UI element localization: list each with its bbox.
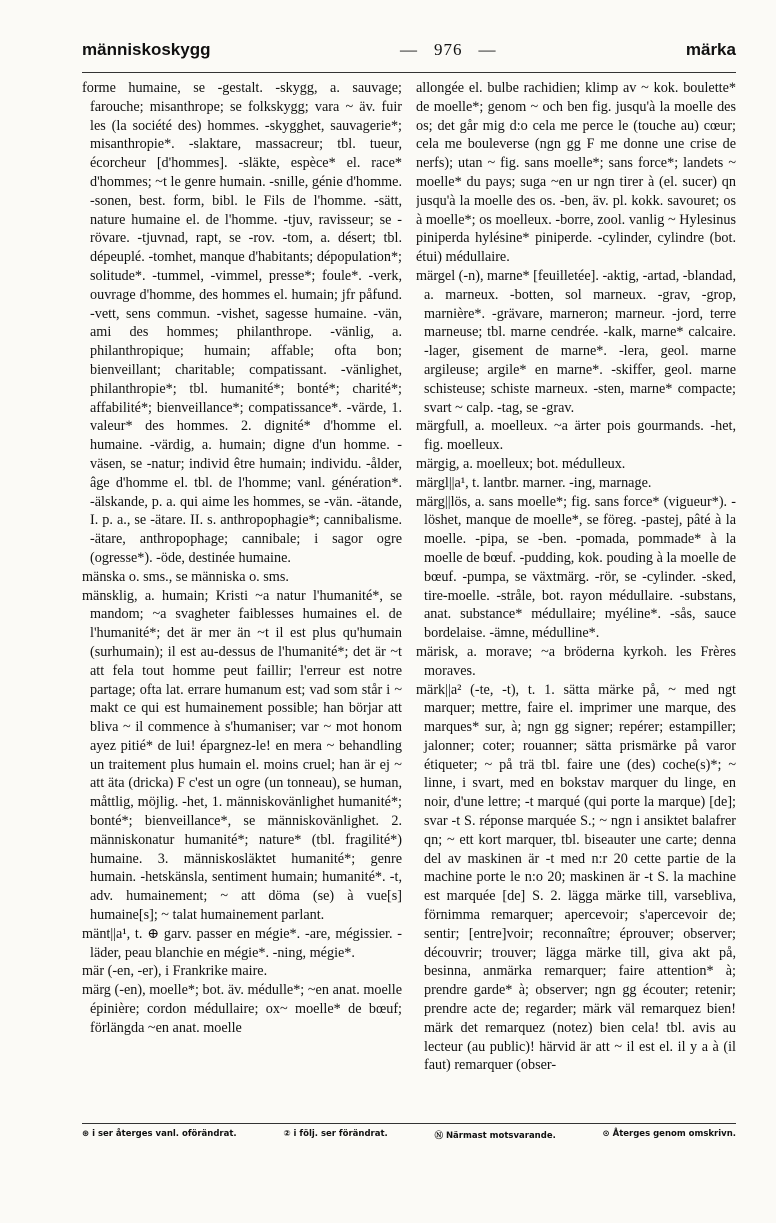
left-column	[82, 79, 402, 1137]
entry-mar: mär (-en, -er), i Frankrike maire.	[82, 963, 268, 980]
legend-unchanged: ⊛ i ser återges vanl. oförändrat.	[82, 1129, 237, 1139]
entry-marka: märk||a² (-te, -t), t. 1. sätta märke på, ~ med ngt marquer; mettre, faire el. imprimer une marque, des marques* sur, à; ngn gg signer; repérer; estampiller; jalonner; coter; rouanner; sätta prismärke på varor étiqueter; ~ på trä tbl. faire une (des) coche(s)*; ~ linne, i svart, med en bokstav marquer du linge, en noir, d'une lettre; -t marqué (qui porte la marque) [de]; svar -t S. réponse marquée S.; ~ ngn i ansiktet balafrer qn; ~ ett kort marquer, tbl. biseauter une carte; denna del av maskinen är -t med n:r 20 cette partie de la machine porte le n:o 20; maskinen är -t S. la machine est marquée [de] S. 2. lägga märke till, varseblivа, förnimma remarquer; apercevoir; s'apercevoir de; sentir; [entre]voir; reconnaître; éprouver; observer; découvrir; trouver; lägga märke till, giva akt på, besinna, anmärka remarquer; faire attention* à; prendre garde* à; observer; ngn gg écouter; retenir; prendre acte de; regarder; märk väl remarquez bien! märk det remarquez (notez) bien cela! tbl. avis au lecteur (au public)! härvid är att ~ il est el. il y a à (il faut) remarquer (obser-	[416, 681, 736, 1074]
legend-nearest: Ⓝ Närmast motsvarande.	[434, 1131, 556, 1141]
entry-margel: märgel (-n), marne* [feuilletée]. -aktig, -artad, -blandad, a. marneux. -botten, sol marneux. -grav, -grop, marnière*. -grävare, marneron; marneur. -jord, terre marneuse; tbl. marne cendrée. -kalk, marne* calcaire. -lager, gisement de marne*. -lera, geol. marne argileuse; argile* en marne*. -skiffer, geol. marne schisteuse; schiste marneux. -sten, marne* compacte; svart ~ calp. -tag, se -grav.	[416, 267, 736, 416]
entry-margla: märgl||a¹, t. lantbr. marner. -ing, marnage.	[416, 474, 652, 491]
entry-marisk: märisk, a. morave; ~a bröderna kyrkoh. les Frères moraves.	[416, 643, 736, 679]
footer-legend	[82, 1123, 736, 1141]
entry-margig: märgig, a. moelleux; bot. médulleux.	[416, 455, 626, 472]
entry-manska: mänska o. sms., se människa o. sms.	[82, 568, 289, 585]
header-rule	[82, 72, 736, 73]
text-columns	[82, 79, 736, 1137]
entry-mansklig: mänsklig, a. humain; Kristi ~a natur l'humanité*, se mandom; ~a svagheter faiblesses humaines el. de l'humanité*; det är mer än ~t il est plus qu'humain (surhumain); il est au-dessus de l'humanité*; det är ~t att fela tout homme peut faillir; l'erreur est notre partage; ofta lat. errare humanum est; vad som står i ~ makt ce qui est humainement possible; han börjar att bliva ~ il commence à s'humaniser; var ~ mot honom ayez pitié* de lui! épargnez-le! en mera ~ behandling un traitement plus humain el. moins cruel; han är ej ~ att äta (dricka) F c'est un ogre (un tonneau), se human, måttlig, möjlig. -het, 1. människovänlighet humanité*; bonté*; bienveillance*, se människovänlighet. 2. människonatur humanité*; nature* (tbl. fragilité*) humaine. 3. människosläktet humanité*; genre humain. -hetskänsla, sentiment humain; humanité*. -t, adv. humainement; ~ att döma (se) à vue[s] humaine[s]; ~ talat humainement parlant.	[82, 587, 402, 924]
dash-left: —	[399, 40, 418, 59]
entry-margfull: märgfull, a. moelleux. ~a ärter pois gourmands. -het, fig. moelleux.	[416, 418, 736, 454]
page-header	[82, 40, 736, 70]
page-number: 976	[433, 40, 463, 59]
entry-marg: märg (-en), moelle*; bot. äv. médulle*; ~en anat. moelle épinière; cordon médullaire; ox~ moelle* de bœuf; förlängda ~en anat. moelle	[82, 982, 402, 1036]
right-guideword: märka	[685, 40, 736, 59]
legend-changed: ② i följ. ser förändrat.	[283, 1129, 388, 1139]
dash-right: —	[478, 40, 497, 59]
entry-marg-continued: allongée el. bulbe rachidien; klimp av ~ kok. boulette* de moelle*; genom ~ och ben fig. jusqu'à la moelle des os; det går mig d:o cela me perce le (touche au) cœur; cela me bouleverse (ngn gg F me donne une crise de nerfs); utan ~ fig. sans moelle*; sans force*; landets ~ moelle* du pays; suga ~en ur ngn tirer à (el. sucer) qn jusqu'à la moelle des os. -ben, äv. pl. kokk. savouret; os à moelle*; os moelleux. -borre, zool. vanlig ~ Hylesinus piniperda hylésine* piniperde. -cylinder, cylindre (bot. étui) médullaire.	[416, 80, 736, 266]
legend-paraphrase: ⊙ Återges genom omskrivn.	[602, 1129, 736, 1139]
left-guideword: människoskygg	[82, 40, 211, 59]
page-number-block	[384, 40, 513, 60]
right-column	[416, 79, 736, 1137]
entry-marglos: märg||lös, a. sans moelle*; fig. sans force* (vigueur*). -löshet, manque de moelle*, se föreg. -pastej, pâté à la moelle. -pipa, se -ben. -pomada, pommade* à la moelle de bœuf. -pudding, kok. pouding à la moelle de bœuf. -pumpa, se växtmärg. -rör, se -cylinder. -sked, tire-moelle. -stråle, bot. rayon médullaire. -substans, anat. substance* médullaire; myéline*. -sås, sauce bordelaise. -ämne, médulline*.	[416, 493, 736, 642]
entry-manniskoskygg: forme humaine, se -gestalt. -skygg, a. sauvage; farouche; misanthrope; se folkskygg; vara ~ äv. fuir les (la société des) hommes. -skygghet, sauvagerie*; misanthropie*. -slaktare, massacreur; tbl. tueur, écorcheur [d'hommes]. -släkte, espèce* el. race* d'hommes; ~t le genre humain. -snille, génie d'homme. -sonen, best. form, bibl. le Fils de l'homme. -sätt, nature humaine el. de l'homme. -tjuv, ravisseur; se -rövare. -tjuvnad, rapt, se -rov. -tom, a. désert; tbl. dépeuplé. -tomhet, manque d'habitants; dépopulation*; solitude*. -tummel, -vimmel, presse*; foule*. -verk, ouvrage d'homme, des hommes el. humain; jfr påfund. -vett, sens commun. -vishet, sagesse humaine. -vän, ami des hommes; philanthrope. -vänlig, a. philanthropique; humain; affable; ofta bon; bienveillant; charitable; compatissant. -vänlighet, philanthropie*; tbl. humanité*; bonté*; charité*; affabilité*; bienveillance*; compatissance*. -värde, 1. valeur* des hommes. 2. dignité* d'homme el. humaine. -värdig, a. humain; digne d'un homme. -väsen, se -natur; individ être humain; individu. -ålder, âge d'homme el. tbl. de l'homme; vanl. génération*. -älskande, p. a. qui aime les hommes, se -vän. -ätande, I. p. a., se -ätare. II. s. anthropophagie*; cannibalisme. -ätare, anthropophage; cannibale; i sagor ogre (ogresse*). -öde, destinée humaine.	[82, 80, 402, 566]
entry-mantla: mänt||a¹, t. ⊕ garv. passer en mégie*. -are, mégissier. -läder, peau blanchie en mégie*. -ning, mégie*.	[82, 925, 402, 961]
